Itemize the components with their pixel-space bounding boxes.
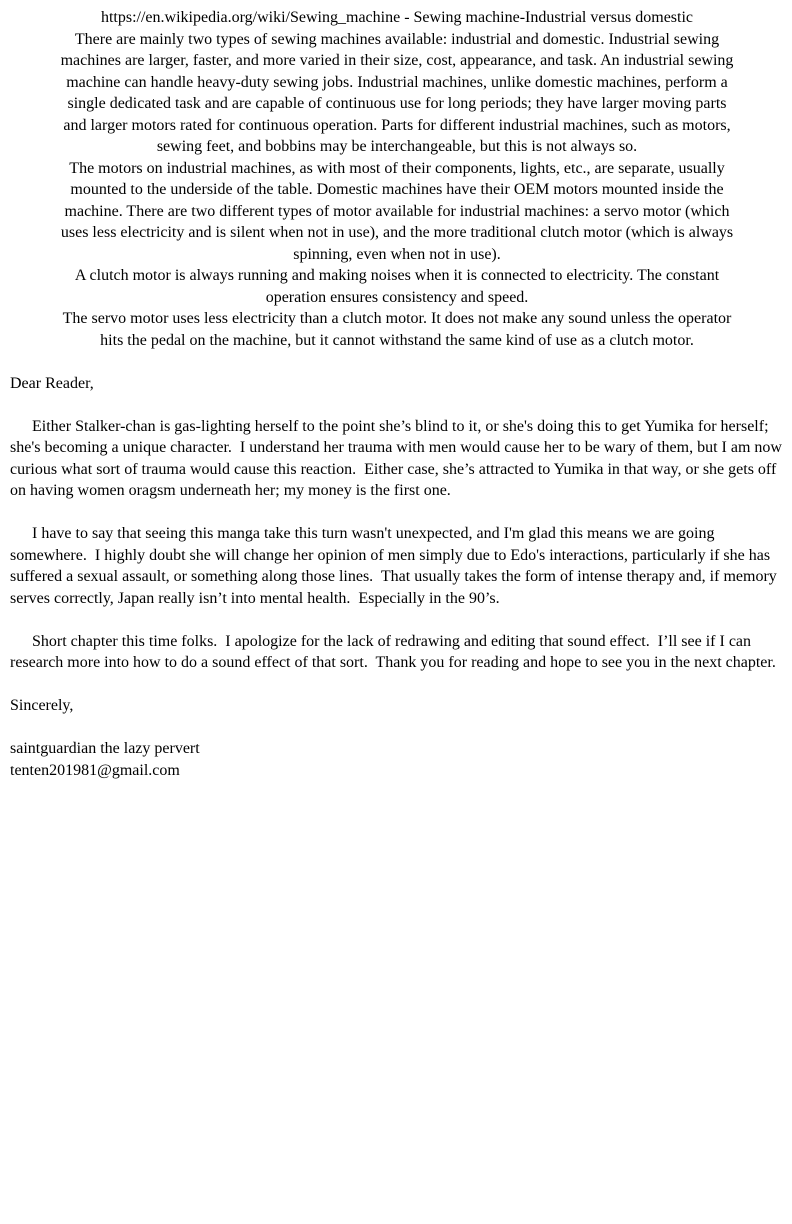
wiki-paragraph <box>10 158 784 266</box>
signature-line: tenten201981@gmail.com <box>10 761 180 779</box>
letter-paragraph: Either Stalker-chan is gas-lighting herself to the point she’s blind to it, or she's doing this to get Yumika for herself; she's becoming a unique character. I understand her trauma with men would cause her to be wary of them, but I am now curious what sort of trauma would cause this reaction. Either case, she’s attracted to Yumika in that way, or she gets off on having women oragsm underneath her; my money is the first one. <box>10 417 786 499</box>
text-line: The servo motor uses less electricity than a clutch motor. It does not make any sound unless the operator <box>62 310 732 327</box>
text-line: spinning, even when not in use). <box>293 245 501 263</box>
letter-body <box>10 416 784 674</box>
text-line: There are mainly two types of sewing machines available: industrial and domestic. Industrial sewing <box>74 30 720 48</box>
wiki-source-line: https://en.wikipedia.org/wiki/Sewing_machine - Sewing machine-Industrial versus domestic <box>100 9 694 26</box>
text-line: sewing feet, and bobbins may be interchangeable, but this is not always so. <box>156 138 638 155</box>
wiki-excerpt-section <box>10 7 784 351</box>
text-line: machine can handle heavy-duty sewing jobs. Industrial machines, unlike domestic machines, perform a <box>66 73 728 91</box>
text-line: A clutch motor is always running and making noises when it is connected to electricity. The constant <box>74 267 720 284</box>
text-line: machine. There are two different types of motor available for industrial machines: a servo motor (which <box>64 202 730 220</box>
letter-salutation: Dear Reader, <box>10 374 94 392</box>
text-line: uses less electricity and is silent when not in use), and the more traditional clutch motor (which is always <box>60 224 734 241</box>
text-line: and larger motors rated for continuous operation. Parts for different industrial machines, such as motors, <box>63 116 731 134</box>
wiki-paragraphs <box>10 29 784 352</box>
signature-line: saintguardian the lazy pervert <box>10 740 200 757</box>
text-line: hits the pedal on the machine, but it cannot withstand the same kind of use as a clutch motor. <box>100 331 694 349</box>
letter-paragraph: Short chapter this time folks. I apologize for the lack of redrawing and editing that sound effect. I’ll see if I can research more into how to do a sound effect of that sort. Thank you for reading and hope to see you in the next chapter. <box>10 632 776 671</box>
letter-closing: Sincerely, <box>10 697 74 714</box>
wiki-paragraph <box>10 265 784 308</box>
wiki-paragraph <box>10 308 784 351</box>
author-note-letter <box>10 373 784 782</box>
text-line: operation ensures consistency and speed. <box>265 288 529 306</box>
text-line: mounted to the underside of the table. Domestic machines have their OEM motors mounted inside the <box>70 181 724 198</box>
wiki-paragraph <box>10 29 784 158</box>
text-line: machines are larger, faster, and more varied in their size, cost, appearance, and task. An industrial sewing <box>60 52 734 69</box>
letter-signature <box>10 738 784 781</box>
letter-paragraph: I have to say that seeing this manga take this turn wasn't unexpected, and I'm glad this means we are going somewhere. I highly doubt she will change her opinion of men simply due to Edo's interactions, particularly if she has suffered a sexual assault, or something along those lines. That usually takes the form of intense therapy and, if memory serves correctly, Japan really isn’t into mental health. Especially in the 90’s. <box>10 525 781 607</box>
text-line: single dedicated task and are capable of continuous use for long periods; they have larger moving parts <box>67 95 727 112</box>
text-line: The motors on industrial machines, as with most of their components, lights, etc., are separate, usually <box>69 159 725 177</box>
